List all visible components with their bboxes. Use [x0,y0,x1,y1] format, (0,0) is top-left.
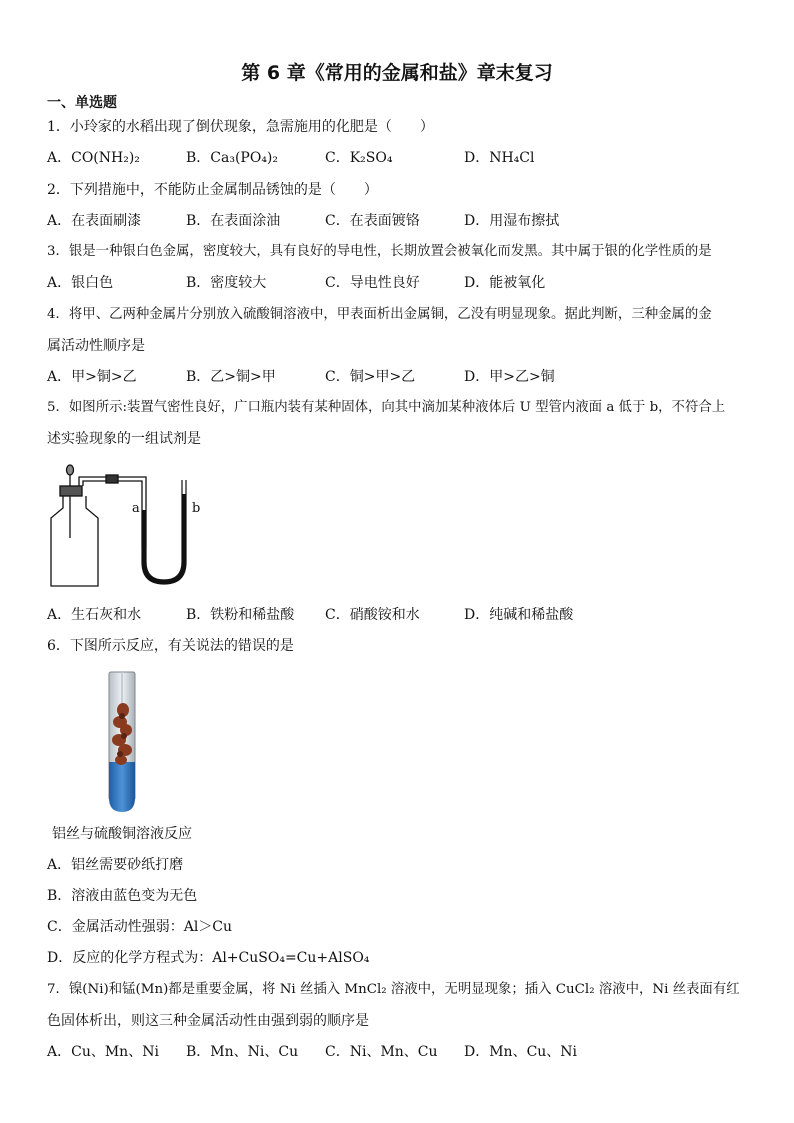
question-6-option-b[interactable]: B．溶液由蓝色变为无色 [47,888,198,904]
page-title: 第 6 章《常用的金属和盐》章末复习 [241,62,553,84]
option-c[interactable]: C．硝酸铵和水 [325,607,420,623]
question-5-stem-line-2: 述实验现象的一组试剂是 [47,431,201,447]
option-d[interactable]: D．用湿布擦拭 [464,213,560,229]
rubber-tube [106,475,118,483]
section-heading: 一、单选题 [47,95,117,111]
option-b[interactable]: B．Mn、Ni、Cu [186,1044,299,1060]
question-6-stem: 6．下图所示反应，有关说法的错误的是 [47,638,294,654]
option-c[interactable]: C．在表面镀铬 [325,213,420,229]
option-d[interactable]: D．能被氧化 [464,275,546,291]
option-b[interactable]: B．铁粉和稀盐酸 [186,607,295,623]
label-a: a [132,501,140,516]
question-6-option-c[interactable]: C．金属活动性强弱：Al＞Cu [47,919,233,935]
option-b[interactable]: B．密度较大 [186,275,267,291]
question-1-options [47,149,603,167]
question-7-options [47,1043,603,1061]
option-a[interactable]: A．生石灰和水 [47,607,142,623]
question-6-option-a[interactable]: A．铝丝需要砂纸打磨 [47,857,184,873]
question-4-options [47,368,603,386]
option-a[interactable]: A．在表面刷漆 [47,213,142,229]
dropper-bulb [67,465,74,475]
u-tube-liquid [144,494,184,582]
option-a[interactable]: A．甲>铜>乙 [47,369,137,385]
question-5-stem-line-1: 5．如图所示:装置气密性良好，广口瓶内装有某种固体，向其中滴加某种液体后 U 型管内液面 a 低于 b，不符合上 [47,400,726,415]
option-a[interactable]: A．银白色 [47,275,114,291]
option-a[interactable]: A．CO(NH₂)₂ [47,150,140,166]
question-6-option-d[interactable]: D．反应的化学方程式为：Al+CuSO₄=Cu+AlSO₄ [47,950,370,966]
option-d[interactable]: D．甲>乙>铜 [464,369,555,385]
blue-solution [109,762,135,812]
question-2-stem: 2．下列措施中，不能防止金属制品锈蚀的是（ ） [47,182,378,198]
question-5-options [47,606,603,624]
question-3-stem: 3．银是一种银白色金属，密度较大，具有良好的导电性，长期放置会被氧化而发黑。其中属于银的化学性质的是 [47,244,712,259]
option-a[interactable]: A．Cu、Mn、Ni [47,1044,159,1060]
question-1-stem: 1．小玲家的水稻出现了倒伏现象，急需施用的化肥是（ ） [47,119,434,135]
option-b[interactable]: B．Ca₃(PO₄)₂ [186,150,279,166]
option-c[interactable]: C．铜>甲>乙 [325,369,416,385]
option-c[interactable]: C．Ni、Mn、Cu [325,1044,438,1060]
question-4-stem-line-2: 属活动性顺序是 [47,338,145,354]
question-2-options [47,212,603,230]
label-b: b [192,501,201,516]
question-7-stem-line-1: 7．镍(Ni)和锰(Mn)都是重要金属，将 Ni 丝插入 MnCl₂ 溶液中，无明显现象；插入 CuCl₂ 溶液中，Ni 丝表面有红 [47,982,740,997]
option-d[interactable]: D．Mn、Cu、Ni [464,1044,578,1060]
option-c[interactable]: C．导电性良好 [325,275,420,291]
figure-caption: 铝丝与硫酸铜溶液反应 [52,826,192,842]
question-3-options [47,274,603,292]
option-b[interactable]: B．乙>铜>甲 [186,369,276,385]
stopper [60,486,82,496]
option-c[interactable]: C．K₂SO₄ [325,150,393,166]
option-b[interactable]: B．在表面涂油 [186,213,281,229]
option-d[interactable]: D．NH₄Cl [464,150,535,166]
u-tube-apparatus-figure [46,462,206,590]
option-d[interactable]: D．纯碱和稀盐酸 [464,607,574,623]
wide-mouth-bottle [51,496,98,586]
test-tube-photo [102,670,142,815]
question-4-stem-line-1: 4．将甲、乙两种金属片分别放入硫酸铜溶液中，甲表面析出金属铜，乙没有明显现象。据此判断，三种金属的金 [47,307,712,322]
question-7-stem-line-2: 色固体析出，则这三种金属活动性由强到弱的顺序是 [47,1013,369,1029]
